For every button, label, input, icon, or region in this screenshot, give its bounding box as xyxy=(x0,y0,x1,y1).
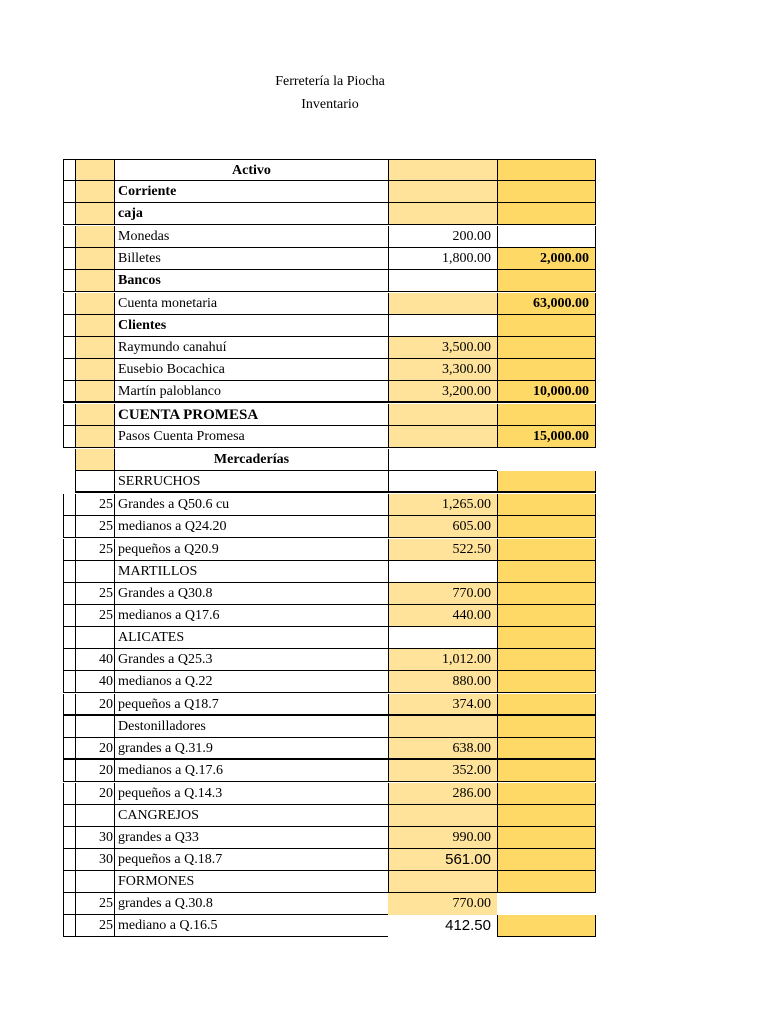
amount-cell: 412.50 xyxy=(388,915,497,937)
description-cell: medianos a Q.22 xyxy=(114,671,388,693)
description-cell: CANGREJOS xyxy=(114,805,388,827)
total-cell xyxy=(497,605,596,627)
row-margin-cell xyxy=(63,716,75,738)
quantity-cell xyxy=(75,627,114,649)
quantity-cell xyxy=(75,404,114,426)
total-cell xyxy=(497,583,596,605)
total-cell xyxy=(497,694,596,716)
document-subtitle: Inventario xyxy=(301,97,359,112)
amount-cell: 3,500.00 xyxy=(388,337,497,359)
total-cell xyxy=(497,827,596,849)
table-row xyxy=(63,583,596,605)
row-margin-cell xyxy=(63,494,75,516)
description-cell: medianos a Q.17.6 xyxy=(114,760,388,782)
description-cell: Grandes a Q30.8 xyxy=(114,583,388,605)
quantity-cell: 25 xyxy=(75,516,114,538)
amount-cell: 1,012.00 xyxy=(388,649,497,671)
description-cell: Raymundo canahuí xyxy=(114,337,388,359)
row-margin-cell xyxy=(63,381,75,403)
total-cell xyxy=(497,871,596,893)
amount-cell: 374.00 xyxy=(388,694,497,716)
total-cell xyxy=(497,671,596,693)
description-cell: CUENTA PROMESA xyxy=(114,404,388,426)
description-cell: Monedas xyxy=(114,226,388,248)
amount-cell: 561.00 xyxy=(388,849,497,871)
amount-cell: 605.00 xyxy=(388,516,497,538)
row-margin-cell xyxy=(63,871,75,893)
quantity-cell xyxy=(75,181,114,203)
quantity-cell xyxy=(75,449,114,471)
description-cell: Eusebio Bocachica xyxy=(114,359,388,381)
description-cell: medianos a Q24.20 xyxy=(114,516,388,538)
row-margin-cell xyxy=(63,915,75,937)
table-row xyxy=(63,671,596,693)
description-cell: pequeños a Q18.7 xyxy=(114,694,388,716)
amount-cell xyxy=(388,404,497,426)
amount-cell xyxy=(388,716,497,738)
amount-cell xyxy=(388,315,497,337)
description-cell: pequeños a Q.18.7 xyxy=(114,849,388,871)
total-cell xyxy=(497,159,596,181)
table-row xyxy=(63,871,596,893)
row-margin-cell xyxy=(63,159,75,181)
table-row xyxy=(63,716,596,738)
total-cell: 2,000.00 xyxy=(497,248,596,270)
total-cell xyxy=(497,783,596,805)
table-row xyxy=(63,605,596,627)
description-cell: Destonilladores xyxy=(114,716,388,738)
amount-cell xyxy=(388,449,497,471)
row-margin-cell xyxy=(63,827,75,849)
quantity-cell xyxy=(75,159,114,181)
description-cell: Pasos Cuenta Promesa xyxy=(114,426,388,448)
row-margin-cell xyxy=(63,561,75,583)
amount-cell: 770.00 xyxy=(388,583,497,605)
quantity-cell xyxy=(75,315,114,337)
amount-cell: 522.50 xyxy=(388,539,497,561)
total-cell: 63,000.00 xyxy=(497,293,596,315)
table-row xyxy=(63,381,596,403)
row-margin-cell xyxy=(63,248,75,270)
description-cell: grandes a Q.31.9 xyxy=(114,738,388,760)
table-row xyxy=(63,270,596,292)
description-cell: Cuenta monetaria xyxy=(114,293,388,315)
total-cell xyxy=(497,270,596,292)
quantity-cell xyxy=(75,226,114,248)
quantity-cell: 20 xyxy=(75,738,114,760)
table-row xyxy=(63,805,596,827)
row-margin-cell xyxy=(63,783,75,805)
total-cell xyxy=(497,203,596,225)
row-margin-cell xyxy=(63,516,75,538)
row-margin-cell xyxy=(63,337,75,359)
total-cell xyxy=(497,539,596,561)
table-row xyxy=(63,738,596,760)
row-margin-cell xyxy=(63,694,75,716)
quantity-cell xyxy=(75,270,114,292)
description-cell: grandes a Q.30.8 xyxy=(114,893,388,915)
table-row xyxy=(63,893,596,915)
description-cell: Mercaderías xyxy=(114,449,388,471)
total-cell: 15,000.00 xyxy=(497,426,596,448)
amount-cell: 3,200.00 xyxy=(388,381,497,403)
amount-cell xyxy=(388,871,497,893)
total-cell xyxy=(497,337,596,359)
total-cell xyxy=(497,449,596,471)
total-cell xyxy=(497,893,596,915)
quantity-cell: 40 xyxy=(75,671,114,693)
amount-cell: 770.00 xyxy=(388,893,497,915)
amount-cell xyxy=(388,203,497,225)
amount-cell xyxy=(388,561,497,583)
description-cell: pequeños a Q20.9 xyxy=(114,539,388,561)
total-cell xyxy=(497,471,596,493)
table-row xyxy=(63,915,596,937)
total-cell: 10,000.00 xyxy=(497,381,596,403)
description-cell: FORMONES xyxy=(114,871,388,893)
row-margin-cell xyxy=(63,293,75,315)
total-cell xyxy=(497,627,596,649)
table-row xyxy=(63,649,596,671)
table-row xyxy=(63,849,596,871)
row-margin-cell xyxy=(63,203,75,225)
row-margin-cell xyxy=(63,226,75,248)
table-row xyxy=(63,471,596,493)
row-margin-cell xyxy=(63,849,75,871)
row-margin-cell xyxy=(63,539,75,561)
table-row xyxy=(63,494,596,516)
description-cell: Grandes a Q50.6 cu xyxy=(114,494,388,516)
table-row xyxy=(63,426,596,448)
table-row xyxy=(63,449,596,471)
description-cell: Clientes xyxy=(114,315,388,337)
quantity-cell: 25 xyxy=(75,583,114,605)
table-row xyxy=(63,337,596,359)
quantity-cell xyxy=(75,561,114,583)
quantity-cell: 25 xyxy=(75,539,114,561)
amount-cell: 1,265.00 xyxy=(388,494,497,516)
total-cell xyxy=(497,716,596,738)
table-row xyxy=(63,359,596,381)
row-margin-cell xyxy=(63,760,75,782)
table-row xyxy=(63,181,596,203)
table-row xyxy=(63,315,596,337)
quantity-cell: 30 xyxy=(75,849,114,871)
quantity-cell: 25 xyxy=(75,605,114,627)
quantity-cell: 30 xyxy=(75,827,114,849)
quantity-cell: 20 xyxy=(75,760,114,782)
description-cell: Billetes xyxy=(114,248,388,270)
total-cell xyxy=(497,738,596,760)
row-margin-cell xyxy=(63,270,75,292)
quantity-cell: 40 xyxy=(75,649,114,671)
quantity-cell xyxy=(75,337,114,359)
row-margin-cell xyxy=(63,315,75,337)
description-cell: medianos a Q17.6 xyxy=(114,605,388,627)
table-row xyxy=(63,627,596,649)
table-row xyxy=(63,226,596,248)
total-cell xyxy=(497,760,596,782)
total-cell xyxy=(497,805,596,827)
amount-cell xyxy=(388,293,497,315)
description-cell: grandes a Q33 xyxy=(114,827,388,849)
amount-cell xyxy=(388,471,497,493)
amount-cell xyxy=(388,426,497,448)
quantity-cell xyxy=(75,871,114,893)
table-row xyxy=(63,760,596,782)
total-cell xyxy=(497,849,596,871)
amount-cell: 200.00 xyxy=(388,226,497,248)
total-cell xyxy=(497,359,596,381)
description-cell: Activo xyxy=(114,159,388,181)
quantity-cell: 25 xyxy=(75,494,114,516)
amount-cell xyxy=(388,270,497,292)
table-row xyxy=(63,561,596,583)
row-margin-cell xyxy=(63,893,75,915)
quantity-cell xyxy=(75,381,114,403)
description-cell: Grandes a Q25.3 xyxy=(114,649,388,671)
quantity-cell: 20 xyxy=(75,783,114,805)
quantity-cell xyxy=(75,716,114,738)
amount-cell: 990.00 xyxy=(388,827,497,849)
total-cell xyxy=(497,516,596,538)
table-row xyxy=(63,203,596,225)
quantity-cell xyxy=(75,805,114,827)
table-row xyxy=(63,404,596,426)
table-row xyxy=(63,827,596,849)
row-margin-cell xyxy=(63,605,75,627)
row-margin-cell xyxy=(63,181,75,203)
total-cell xyxy=(497,226,596,248)
description-cell: ALICATES xyxy=(114,627,388,649)
table-row xyxy=(63,694,596,716)
row-margin-cell xyxy=(63,583,75,605)
quantity-cell xyxy=(75,359,114,381)
quantity-cell xyxy=(75,293,114,315)
amount-cell: 3,300.00 xyxy=(388,359,497,381)
description-cell: pequeños a Q.14.3 xyxy=(114,783,388,805)
description-cell: Martín paloblanco xyxy=(114,381,388,403)
description-cell: mediano a Q.16.5 xyxy=(114,915,388,937)
total-cell xyxy=(497,315,596,337)
table-row xyxy=(63,293,596,315)
quantity-cell xyxy=(75,426,114,448)
description-cell: Bancos xyxy=(114,270,388,292)
amount-cell xyxy=(388,805,497,827)
row-margin-cell xyxy=(63,404,75,426)
amount-cell: 638.00 xyxy=(388,738,497,760)
quantity-cell xyxy=(75,248,114,270)
amount-cell xyxy=(388,627,497,649)
description-cell: Corriente xyxy=(114,181,388,203)
row-margin-cell xyxy=(63,671,75,693)
amount-cell xyxy=(388,159,497,181)
row-margin-cell xyxy=(63,738,75,760)
table-row xyxy=(63,159,596,181)
amount-cell xyxy=(388,181,497,203)
amount-cell: 286.00 xyxy=(388,783,497,805)
amount-cell: 352.00 xyxy=(388,760,497,782)
quantity-cell xyxy=(75,471,114,493)
total-cell xyxy=(497,404,596,426)
quantity-cell: 20 xyxy=(75,694,114,716)
total-cell xyxy=(497,915,596,937)
total-cell xyxy=(497,561,596,583)
total-cell xyxy=(497,181,596,203)
row-margin-cell xyxy=(63,627,75,649)
total-cell xyxy=(497,649,596,671)
quantity-cell xyxy=(75,203,114,225)
table-row xyxy=(63,539,596,561)
amount-cell: 440.00 xyxy=(388,605,497,627)
table-row xyxy=(63,783,596,805)
company-title: Ferretería la Piocha xyxy=(275,74,385,89)
row-margin-cell xyxy=(63,359,75,381)
table-row xyxy=(63,516,596,538)
table-row xyxy=(63,248,596,270)
amount-cell: 1,800.00 xyxy=(388,248,497,270)
description-cell: MARTILLOS xyxy=(114,561,388,583)
row-margin-cell xyxy=(63,649,75,671)
amount-cell: 880.00 xyxy=(388,671,497,693)
description-cell: SERRUCHOS xyxy=(114,471,388,493)
description-cell: caja xyxy=(114,203,388,225)
quantity-cell: 25 xyxy=(75,915,114,937)
row-margin-cell xyxy=(63,805,75,827)
total-cell xyxy=(497,494,596,516)
quantity-cell: 25 xyxy=(75,893,114,915)
row-margin-cell xyxy=(63,426,75,448)
